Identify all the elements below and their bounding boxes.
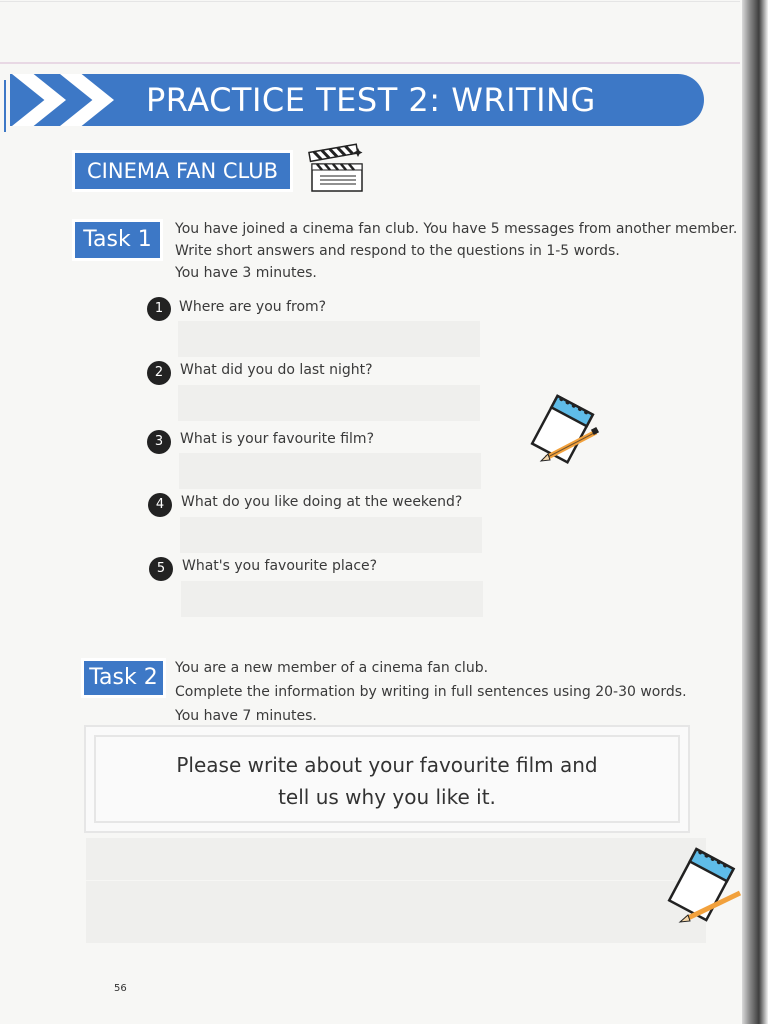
question-text: Where are you from? [179, 299, 327, 315]
scan-edge-line [0, 1, 740, 2]
task1-badge: Task 1 [75, 222, 160, 258]
page-title: PRACTICE TEST 2: WRITING [146, 81, 596, 119]
question-number: 1 [147, 297, 171, 321]
instruction-line: You have 7 minutes. [175, 708, 317, 724]
question-text: What do you like doing at the weekend? [181, 494, 463, 510]
question-text: What did you do last night? [180, 362, 373, 378]
answer-field-5[interactable] [181, 581, 483, 617]
question-text: What's you favourite place? [182, 558, 378, 574]
instruction-line: You have joined a cinema fan club. You have 5 messages from another member. [175, 221, 738, 237]
question-text: What is your favourite film? [180, 431, 375, 447]
answer-field-2[interactable] [178, 385, 480, 421]
clapperboard-icon [308, 142, 366, 194]
instruction-line: You are a new member of a cinema fan club. [175, 660, 489, 676]
task2-instructions [175, 656, 687, 728]
top-divider [0, 62, 740, 64]
header-bar [10, 74, 704, 126]
notepad-pencil-icon [524, 394, 606, 470]
prompt-line: tell us why you like it. [278, 785, 496, 809]
question-number: 5 [149, 557, 173, 581]
answer-field-1[interactable] [178, 321, 480, 357]
chevron-icon [12, 74, 66, 126]
writing-line [86, 880, 706, 881]
answer-field-3[interactable] [179, 453, 481, 489]
answer-field-4[interactable] [180, 517, 482, 553]
instruction-line: You have 3 minutes. [175, 265, 317, 281]
question-number: 2 [147, 361, 171, 385]
question-number: 3 [147, 430, 171, 454]
instruction-line: Write short answers and respond to the questions in 1-5 words. [175, 243, 620, 259]
question-number: 4 [148, 493, 172, 517]
instruction-line: Complete the information by writing in full sentences using 20-30 words. [175, 684, 687, 700]
section-title: CINEMA FAN CLUB [75, 153, 290, 189]
notepad-pencil-icon [660, 845, 742, 931]
prompt-line: Please write about your favourite film and [176, 753, 598, 777]
task1-instructions [175, 218, 737, 284]
page-binding-shadow [742, 0, 768, 1024]
task2-badge: Task 2 [84, 661, 163, 695]
chevron-icon [60, 74, 114, 126]
prompt-text [94, 735, 680, 823]
writing-answer-area[interactable] [86, 838, 706, 943]
prompt-box [84, 725, 690, 833]
page-number: 56 [114, 983, 127, 994]
